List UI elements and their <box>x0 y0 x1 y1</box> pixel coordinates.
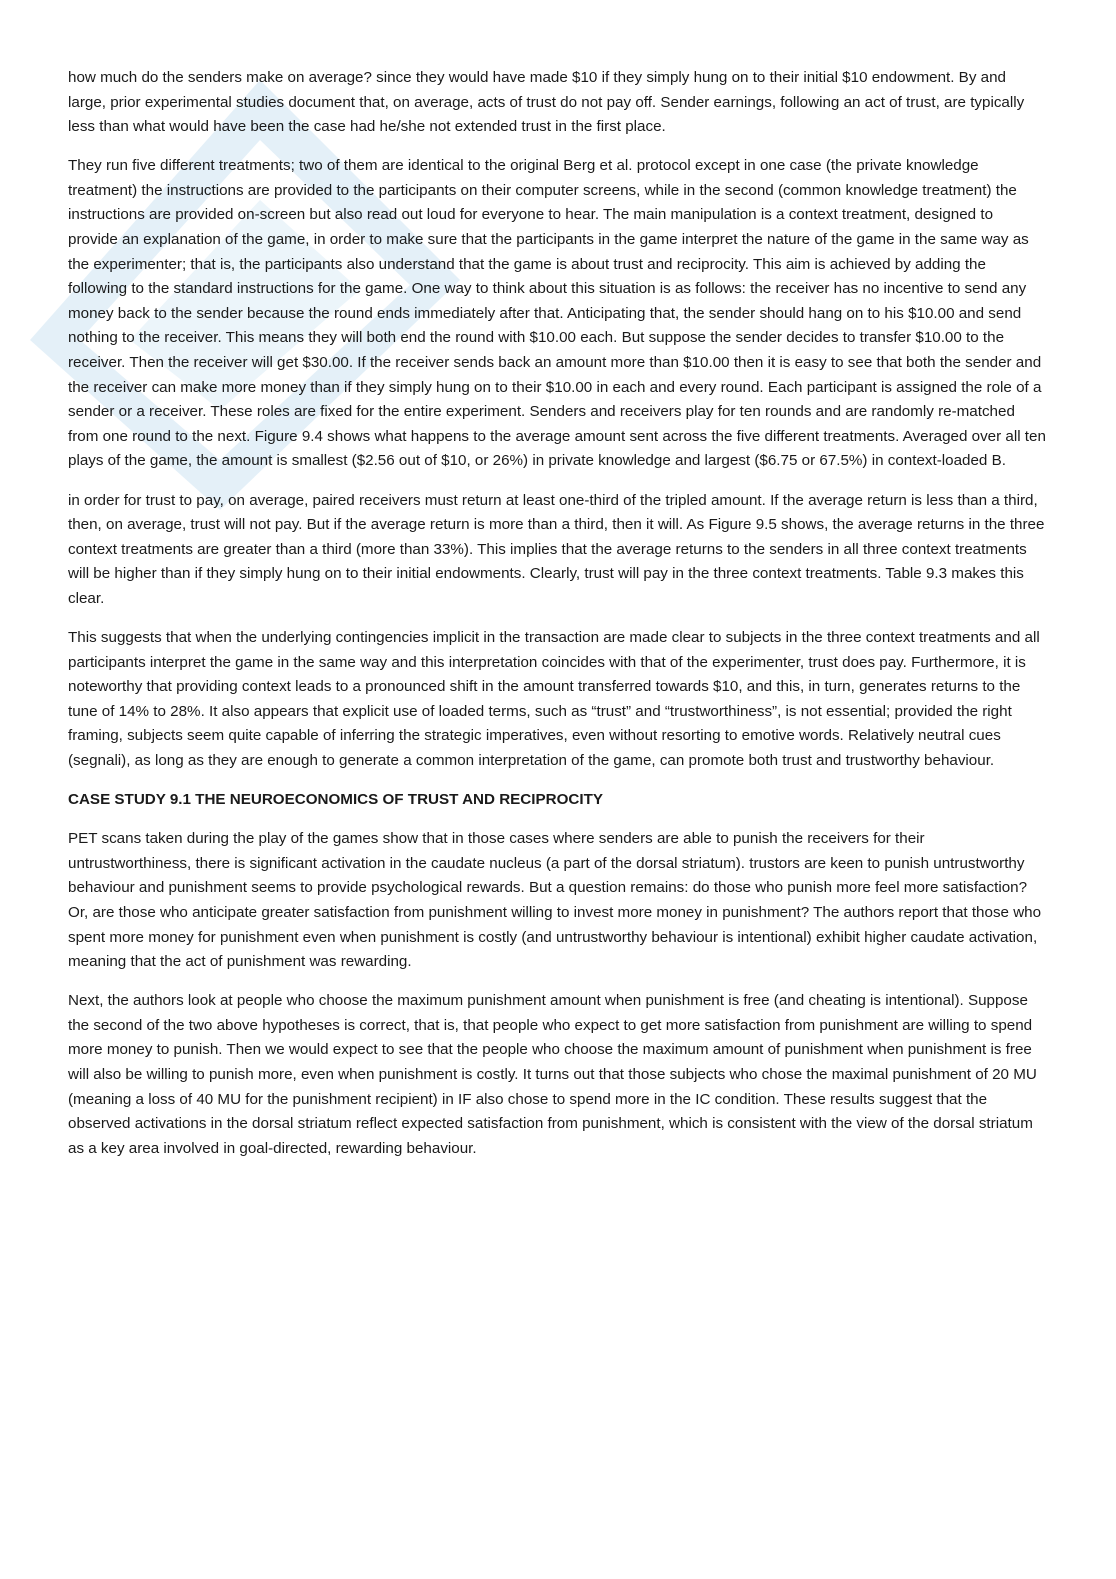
paragraph-treatments: They run five different treatments; two of them are identical to the original Berg et al. protocol except in one case (the private knowledge treatment) the instructions are provided to the participants on their computer screens, while in the second (common knowledge treatment) the instructions are provided on-screen but also read out loud for everyone to hear. The main manipulation is a context treatment, designed to provide an explanation of the game, in order to make sure that the participants in the game interpret the nature of the game in the same way as the experimenter; that is, the participants also understand that the game is about trust and reciprocity. This aim is achieved by adding the following to the standard instructions for the game. One way to think about this situation is as follows: the receiver has no incentive to send any money back to the sender because the round ends immediately after that. Anticipating that, the sender should hang on to his $10.00 and send nothing to the receiver. This means they will both end the round with $10.00 each. But suppose the sender decides to transfer $10.00 to the receiver. Then the receiver will get $30.00. If the receiver sends back an amount more than $10.00 then it is easy to see that both the sender and the receiver can make more money than if they simply hung on to their $10.00 in each and every round. Each participant is assigned the role of a sender or a receiver. These roles are fixed for the entire experiment. Senders and receivers play for ten rounds and are randomly re-matched from one round to the next. Figure 9.4 shows what happens to the average amount sent across the five different treatments. Averaged over all ten plays of the game, the amount is smallest ($2.56 out of $10, or 26%) in private knowledge and largest ($6.75 or 67.5%) in context-loaded B. <box>68 157 1046 470</box>
paragraph-maximum-punishment: Next, the authors look at people who choose the maximum punishment amount when punishment is free (and cheating is intentional). Suppose the second of the two above hypotheses is correct, that is, that people who expect to get more satisfaction from punishment are willing to spend more money to punish. Then we would expect to see that the people who choose the maximum amount of punishment when punishment is free will also be willing to punish more, even when punishment is costly. It turns out that those subjects who chose the maximal punishment of 20 MU (meaning a loss of 40 MU for the punishment recipient) in IF also chose to spend more in the IC condition. These results suggest that the observed activations in the dorsal striatum reflect expected satisfaction from punishment, which is consistent with the view of the dorsal striatum as a key area involved in goal-directed, rewarding behaviour. <box>68 992 1037 1157</box>
document-body <box>68 66 1046 1176</box>
paragraph-pet-scans: PET scans taken during the play of the games show that in those cases where senders are able to punish the receivers for their untrustworthiness, there is significant activation in the caudate nucleus (a part of the dorsal striatum). trustors are keen to punish untrustworthy behaviour and punishment seems to provide psychological rewards. But a question remains: do those who punish more feel more satisfaction? Or, are those who anticipate greater satisfaction from punishment willing to invest more money in punishment? The authors report that those who spent more money for punishment even when punishment is costly (and untrustworthy behaviour is intentional) exhibit higher caudate activation, meaning that the act of punishment was rewarding. <box>68 830 1042 971</box>
paragraph-trust-pay: in order for trust to pay, on average, paired receivers must return at least one-third of the tripled amount. If the average return is less than a third, then, on average, trust will not pay. But if the average return is more than a third, then it will. As Figure 9.5 shows, the average returns in the three context treatments are greater than a third (more than 33%). This implies that the average returns to the senders in all three context treatments will be higher than if they simply hung on to their initial endowments. Clearly, trust will pay in the three context treatments. Table 9.3 makes this clear. <box>68 491 1045 607</box>
paragraph-sender-earnings: how much do the senders make on average? since they would have made $10 if they simply hung on to their initial $10 endowment. By and large, prior experimental studies document that, on average, acts of trust do not pay off. Sender earnings, following an act of trust, are typically less than what would have been the case had he/she not extended trust in the first place. <box>68 69 1025 136</box>
case-study-heading: CASE STUDY 9.1 THE NEUROECONOMICS OF TRUST AND RECIPROCITY <box>68 791 603 809</box>
paragraph-context-suggests: This suggests that when the underlying contingencies implicit in the transaction are made clear to subjects in the three context treatments and all participants interpret the game in the same way and this interpretation coincides with that of the experimenter, trust does pay. Furthermore, it is noteworthy that providing context leads to a pronounced shift in the amount transferred towards $10, and this, in turn, generates returns to the tune of 14% to 28%. It also appears that explicit use of loaded terms, such as “trust” and “trustworthiness”, is not essential; provided the right framing, subjects seem quite capable of inferring the strategic imperatives, even without resorting to emotive words. Relatively neutral cues (segnali), as long as they are enough to generate a common interpretation of the game, can promote both trust and trustworthy behaviour. <box>68 628 1040 769</box>
